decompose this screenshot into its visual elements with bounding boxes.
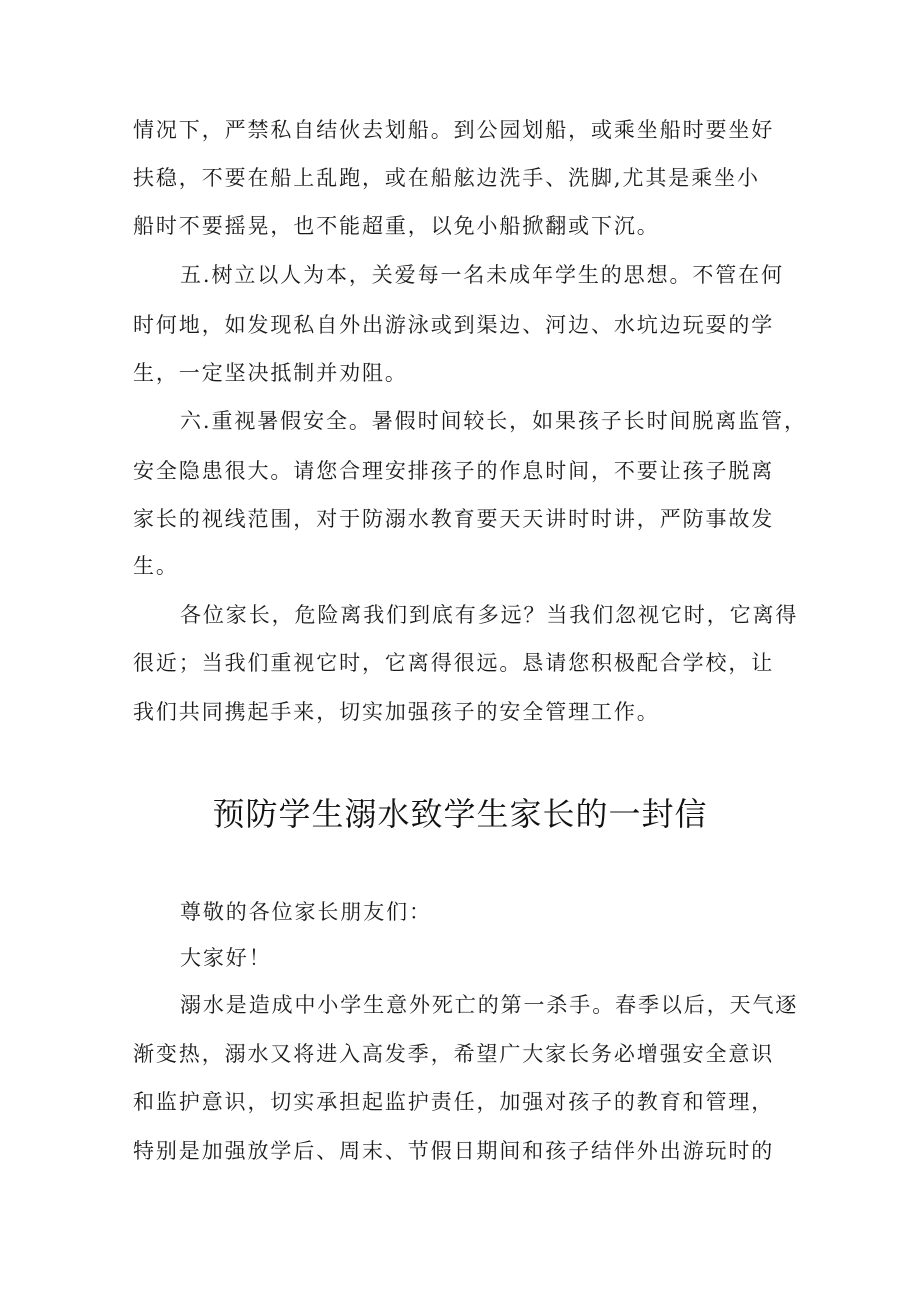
paragraph-line: 生，一定坚决抵制并劝阻。: [133, 361, 408, 385]
letter-greeting: 大家好！: [180, 946, 272, 970]
paragraph-line: 情况下，严禁私自结伙去划船。到公园划船，或乘坐船时要坐好: [133, 118, 775, 142]
paragraph-line: 我们共同携起手来，切实加强孩子的安全管理工作。: [133, 700, 660, 724]
paragraph-line: 时何地，如发现私自外出游泳或到渠边、河边、水坑边玩耍的学: [133, 313, 775, 337]
letter-title: 预防学生溺水致学生家长的一封信: [212, 795, 708, 833]
paragraph-line: 安全隐患很大。请您合理安排孩子的作息时间，不要让孩子脱离: [133, 459, 775, 483]
paragraph-line: 船时不要摇晃，也不能超重，以免小船掀翻或下沉。: [133, 214, 660, 238]
paragraph-line: 家长的视线范围，对于防溺水教育要天天讲时时讲，严防事故发: [133, 507, 775, 531]
letter-salutation: 尊敬的各位家长朋友们：: [180, 900, 432, 924]
paragraph-line: 溺水是造成中小学生意外死亡的第一杀手。春季以后，天气逐: [180, 993, 799, 1017]
paragraph-line: 渐变热，溺水又将进入高发季，希望广大家长务必增强安全意识: [133, 1042, 775, 1066]
paragraph-line: 特别是加强放学后、周末、节假日期间和孩子结伴外出游玩时的: [133, 1139, 775, 1163]
paragraph-line: 生。: [133, 554, 179, 578]
paragraph-line: 各位家长，危险离我们到底有多远？当我们忽视它时，它离得: [180, 603, 799, 627]
paragraph-line: 很近；当我们重视它时，它离得很远。恳请您积极配合学校，让: [133, 651, 775, 675]
paragraph-line: 六.重视暑假安全。暑假时间较长，如果孩子长时间脱离监管，: [180, 409, 807, 433]
paragraph-line: 扶稳，不要在船上乱跑，或在船舷边洗手、洗脚,尤其是乘坐小: [133, 166, 760, 190]
paragraph-line: 和监护意识，切实承担起监护责任，加强对孩子的教育和管理，: [133, 1090, 775, 1114]
paragraph-line: 五.树立以人为本，关爱每一名未成年学生的思想。不管在何: [180, 263, 784, 287]
